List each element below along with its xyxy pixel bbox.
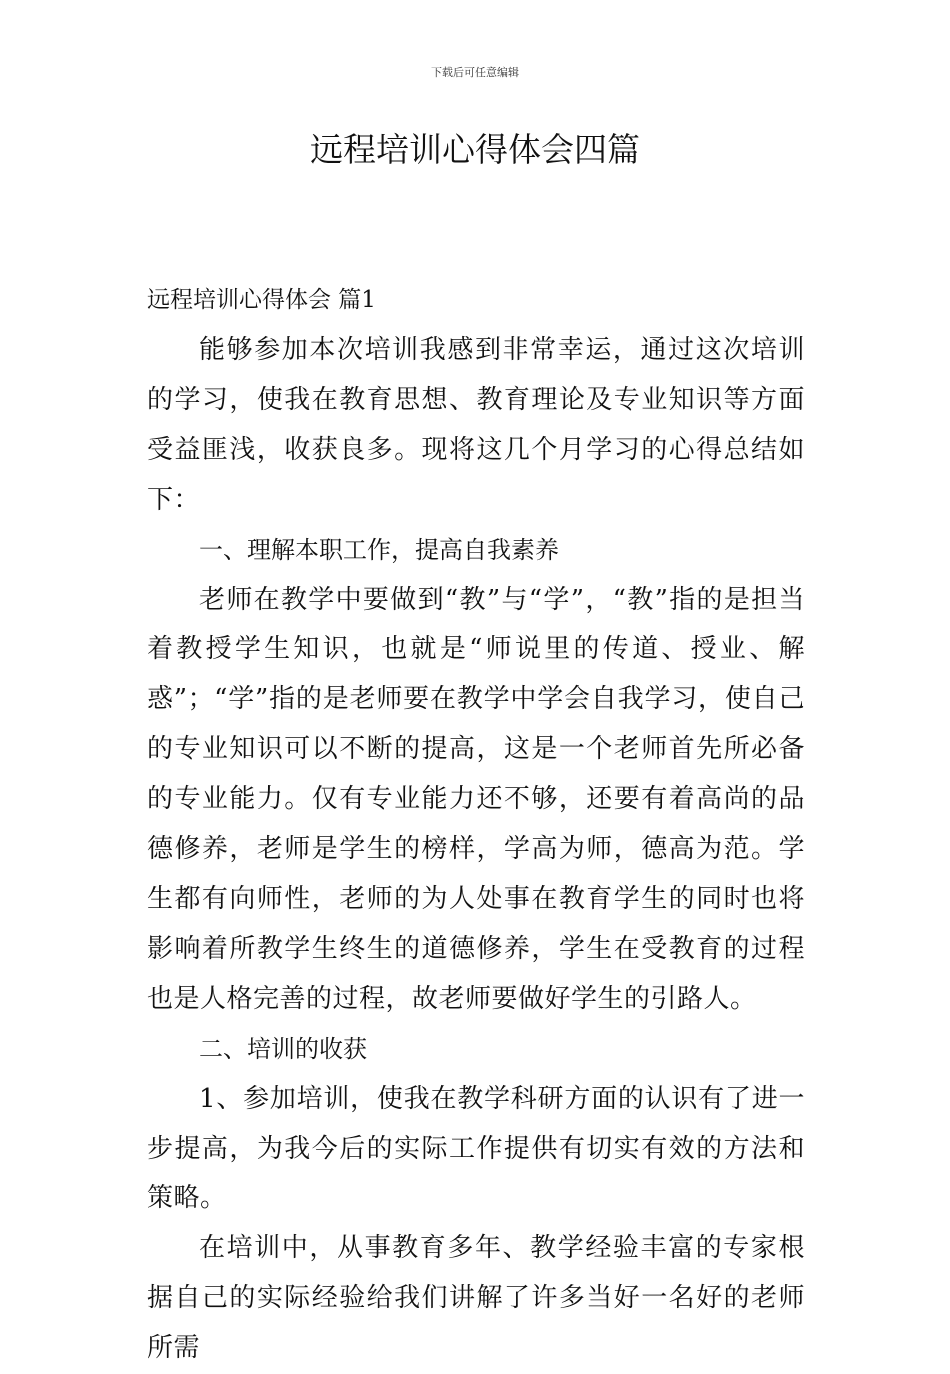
paragraph-teacher-role: 老师在教学中要做到“教”与“学”，“教”指的是担当着教授学生知识，也就是“师说里的传道、授业、解惑”；“学”指的是老师要在教学中学会自我学习，使自己的专业知识可以不断的提高，这是一个老师首先所必备的专业能力。仅有专业能力还不够，还要有着高尚的品德修养，老师是学生的榜样，学高为师，德高为范。学生都有向师性，老师的为人处事在教育学生的同时也将影响着所教学生终生的道德修养，学生在受教育的过程也是人格完善的过程，故老师要做好学生的引路人。 [147,584,805,1014]
subheading-understand-duty: 一、理解本职工作，提高自我素养 [199,535,559,564]
subheading-training-gains: 二、培训的收获 [199,1034,367,1063]
paragraph-intro: 能够参加本次培训我感到非常幸运，通过这次培训的学习，使我在教育思想、教育理论及专业知识等方面受益匪浅，收获良多。现将这几个月学习的心得总结如下： [147,335,805,515]
document-body [147,280,805,1374]
document-title: 远程培训心得体会四篇 [310,130,640,169]
paragraph-gain-1: 1、参加培训，使我在教学科研方面的认识有了进一步提高，为我今后的实际工作提供有切实有效的方法和策略。 [147,1083,805,1214]
section-heading: 远程培训心得体会 篇1 [147,287,376,313]
paragraph-experts: 在培训中，从事教育多年、教学经验丰富的专家根据自己的实际经验给我们讲解了许多当好一名好的老师所需 [147,1233,805,1364]
page-header-note: 下载后可任意编辑 [431,66,519,79]
